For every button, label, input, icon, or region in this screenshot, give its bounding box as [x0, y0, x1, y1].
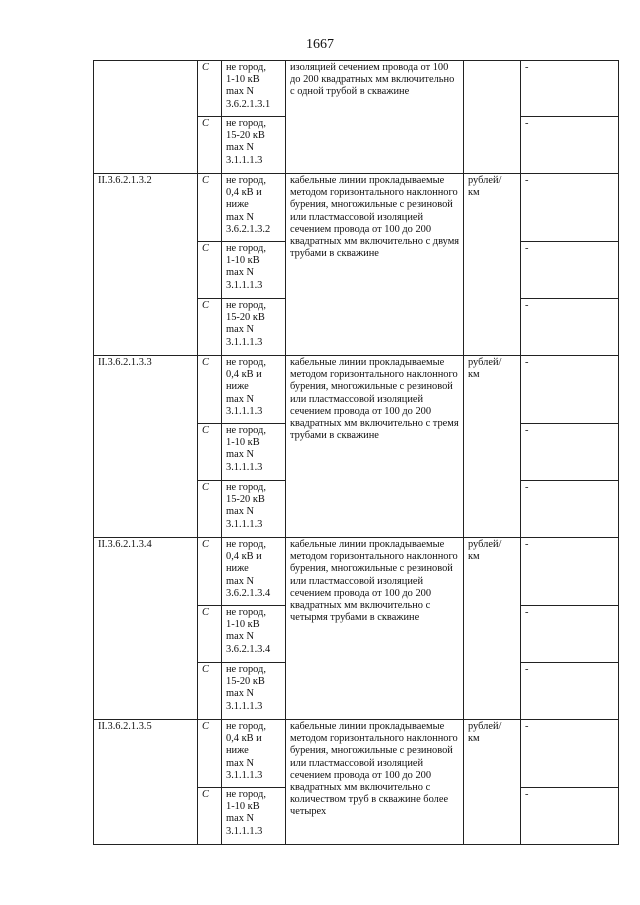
condition-cell: не город, 0,4 кВ и ниже max N 3.6.2.1.3.4 — [222, 538, 286, 606]
category-cell: С — [198, 424, 222, 481]
rate-value-cell: - — [521, 538, 619, 606]
unit-cell — [464, 61, 521, 174]
rate-value-cell: - — [521, 424, 619, 481]
unit-cell: рублей/ км — [464, 356, 521, 538]
category-cell: С — [198, 538, 222, 606]
unit-cell: рублей/ км — [464, 538, 521, 720]
category-cell: С — [198, 720, 222, 788]
rate-value-cell: - — [521, 299, 619, 356]
rate-value-cell: - — [521, 663, 619, 720]
description-cell: кабельные линии прокладываемые методом горизонтального наклонного бурения, многожильные с резиновой или пластмассовой изоляцией сечением провода от 100 до 200 квадратных мм включительно с тремя трубами в скважине — [286, 356, 464, 538]
description-cell: изоляцией сечением провода от 100 до 200 квадратных мм включительно с одной трубой в скважине — [286, 61, 464, 174]
condition-cell: не город, 1-10 кВ max N 3.1.1.1.3 — [222, 242, 286, 299]
table-row — [94, 538, 619, 606]
category-cell: С — [198, 356, 222, 424]
description-cell: кабельные линии прокладываемые методом горизонтального наклонного бурения, многожильные с резиновой или пластмассовой изоляцией сечением провода от 100 до 200 квадратных мм включительно с количеством труб в скважине более четырех — [286, 720, 464, 845]
rate-value-cell: - — [521, 481, 619, 538]
condition-cell: не город, 15-20 кВ max N 3.1.1.1.3 — [222, 481, 286, 538]
table-row — [94, 174, 619, 242]
category-cell: С — [198, 174, 222, 242]
rate-value-cell: - — [521, 242, 619, 299]
condition-cell: не город, 15-20 кВ max N 3.1.1.1.3 — [222, 117, 286, 174]
condition-cell: не город, 1-10 кВ max N 3.1.1.1.3 — [222, 788, 286, 845]
condition-cell: не город, 15-20 кВ max N 3.1.1.1.3 — [222, 663, 286, 720]
category-cell: С — [198, 117, 222, 174]
table-row — [94, 61, 619, 117]
rate-value-cell: - — [521, 356, 619, 424]
condition-cell: не город, 1-10 кВ max N 3.6.2.1.3.1 — [222, 61, 286, 117]
category-cell: С — [198, 61, 222, 117]
item-code-cell: II.3.6.2.1.3.3 — [94, 356, 198, 538]
table-row — [94, 356, 619, 424]
condition-cell: не город, 1-10 кВ max N 3.6.2.1.3.4 — [222, 606, 286, 663]
rate-value-cell: - — [521, 788, 619, 845]
rate-value-cell: - — [521, 720, 619, 788]
rate-value-cell: - — [521, 606, 619, 663]
table-row — [94, 720, 619, 788]
condition-cell: не город, 0,4 кВ и ниже max N 3.6.2.1.3.2 — [222, 174, 286, 242]
condition-cell: не город, 1-10 кВ max N 3.1.1.1.3 — [222, 424, 286, 481]
category-cell: С — [198, 242, 222, 299]
tariff-table-body — [94, 61, 619, 845]
category-cell: С — [198, 788, 222, 845]
page-number: 1667 — [306, 37, 334, 52]
category-cell: С — [198, 481, 222, 538]
item-code-cell: II.3.6.2.1.3.2 — [94, 174, 198, 356]
item-code-cell — [94, 61, 198, 174]
category-cell: С — [198, 606, 222, 663]
tariff-table — [93, 60, 619, 845]
description-cell: кабельные линии прокладываемые методом горизонтального наклонного бурения, многожильные с резиновой или пластмассовой изоляцией сечением провода от 100 до 200 квадратных мм включительно с четырмя трубами в скважине — [286, 538, 464, 720]
rate-value-cell: - — [521, 117, 619, 174]
category-cell: С — [198, 663, 222, 720]
category-cell: С — [198, 299, 222, 356]
rate-value-cell: - — [521, 174, 619, 242]
condition-cell: не город, 0,4 кВ и ниже max N 3.1.1.1.3 — [222, 356, 286, 424]
rate-value-cell: - — [521, 61, 619, 117]
condition-cell: не город, 15-20 кВ max N 3.1.1.1.3 — [222, 299, 286, 356]
item-code-cell: II.3.6.2.1.3.4 — [94, 538, 198, 720]
condition-cell: не город, 0,4 кВ и ниже max N 3.1.1.1.3 — [222, 720, 286, 788]
item-code-cell: II.3.6.2.1.3.5 — [94, 720, 198, 845]
unit-cell: рублей/ км — [464, 720, 521, 845]
unit-cell: рублей/ км — [464, 174, 521, 356]
description-cell: кабельные линии прокладываемые методом горизонтального наклонного бурения, многожильные с резиновой или пластмассовой изоляцией сечением провода от 100 до 200 квадратных мм включительно с двумя трубами в скважине — [286, 174, 464, 356]
